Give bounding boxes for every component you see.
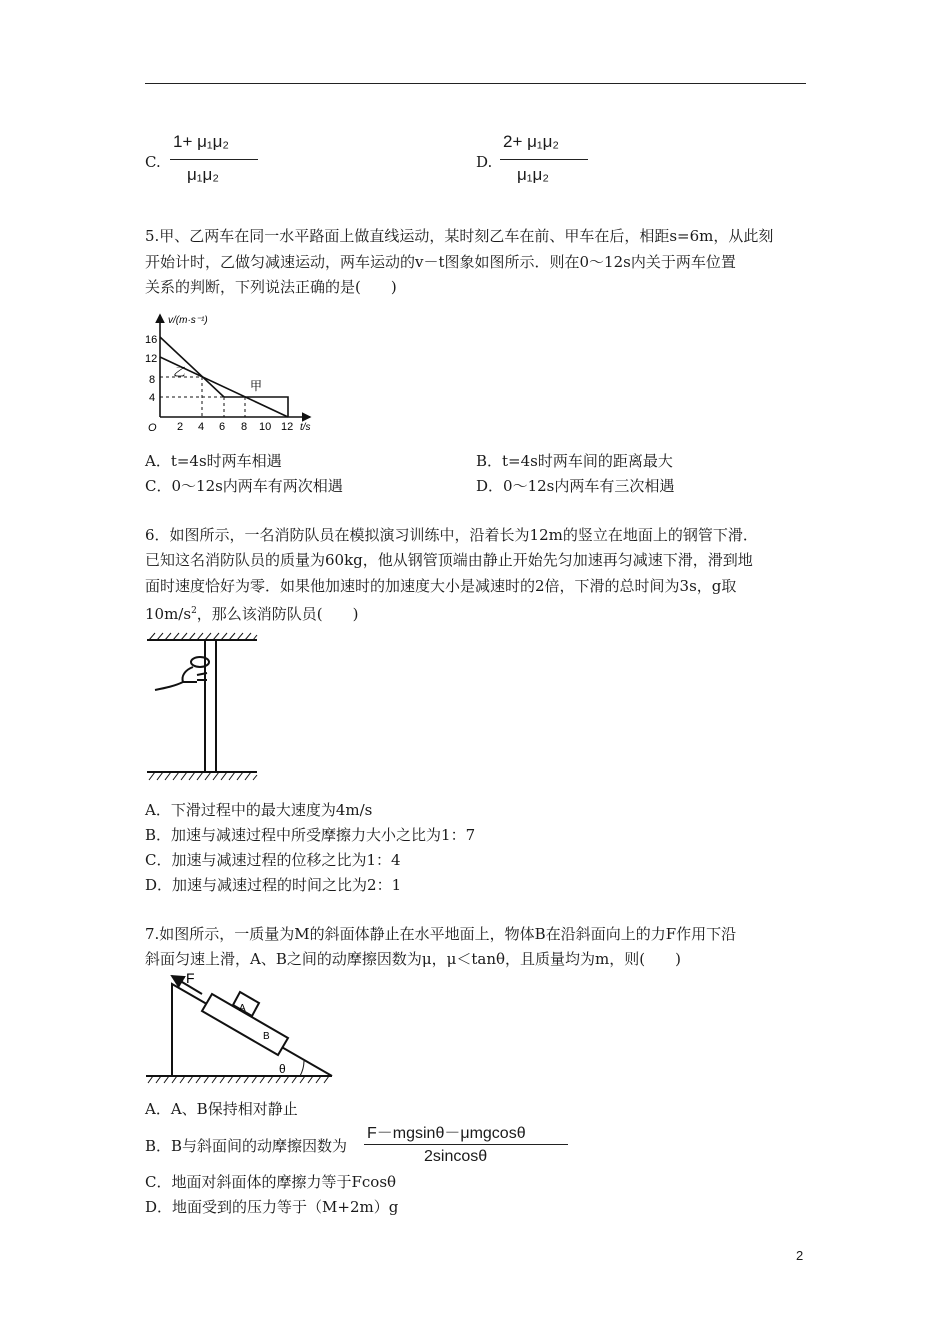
q6-line-4-superscript: 2: [191, 606, 197, 616]
q5-vt-graph: [140, 310, 330, 435]
q7-stem-line-1: 7.如图所示，一质量为M的斜面体静止在水平地面上，物体B在沿斜面向上的力F作用下沿: [145, 925, 737, 943]
q7-option-b-numerator: F－mgsinθ－μmgcosθ: [367, 1125, 526, 1142]
q4-option-c-denominator: μ₁μ₂: [187, 165, 219, 184]
q7-option-c: C．地面对斜面体的摩擦力等于Fcosθ: [145, 1173, 397, 1191]
firefighter-figure: [155, 657, 209, 690]
x-tick-12: 12: [281, 421, 294, 433]
q5-option-c: C．0～12s内两车有两次相遇: [145, 477, 343, 495]
block-a-label: A: [239, 1003, 246, 1014]
q6-option-b: B．加速与减速过程中所受摩擦力大小之比为1：7: [145, 826, 476, 844]
ceiling-hatching: [149, 633, 257, 640]
q7-option-a: A．A、B保持相对静止: [145, 1100, 298, 1118]
x-tick-10: 10: [259, 421, 272, 433]
jia-label: 甲: [250, 379, 263, 393]
q4-option-d-label: D.: [476, 153, 493, 171]
fraction-bar: [500, 159, 588, 160]
y-axis-label: v/(m·s⁻¹): [168, 315, 208, 326]
angle-label: θ: [279, 1062, 286, 1076]
q7-option-b-denominator: 2sincosθ: [424, 1148, 488, 1165]
q5-stem-line-2: 开始计时，乙做匀减速运动，两车运动的v－t图象如图所示．则在0～12s内关于两车位置: [145, 253, 736, 271]
fraction-bar: [170, 159, 258, 160]
jia-line-decel: [160, 337, 224, 397]
q7-stem-line-2: 斜面匀速上滑，A、B之间的动摩擦因数为μ，μ＜tanθ，且质量均为m，则( ): [145, 950, 681, 968]
y-tick-16: 16: [145, 334, 158, 346]
q6-stem-line-3: 面时速度恰好为零．如果他加速时的加速度大小是减速时的2倍，下滑的总时间为3s，g取: [145, 577, 737, 595]
q5-option-b: B．t=4s时两车间的距离最大: [476, 452, 673, 470]
fraction-bar: [364, 1144, 568, 1145]
q7-option-d: D．地面受到的压力等于（M+2m）g: [145, 1198, 399, 1216]
ground-hatching: [149, 772, 257, 780]
x-tick-4: 4: [198, 421, 205, 433]
q5-stem-line-3: 关系的判断，下列说法正确的是( ): [145, 278, 397, 296]
q4-option-d-denominator: μ₁μ₂: [517, 165, 549, 184]
force-label: F: [186, 972, 195, 986]
y-tick-4: 4: [149, 392, 156, 404]
q6-stem-line-4: [145, 599, 359, 627]
angle-arc: [300, 1061, 304, 1076]
x-tick-2: 2: [177, 421, 184, 433]
q7-incline-figure: [142, 972, 342, 1092]
q6-line-4-suffix: ，那么该消防队员( ): [196, 605, 359, 623]
block-b-label: B: [263, 1031, 270, 1042]
q6-option-d: D．加速与减速过程的时间之比为2：1: [145, 876, 402, 894]
q4-option-d-numerator: 2+ μ₁μ₂: [503, 132, 560, 151]
x-axis-label: t/s: [300, 422, 311, 433]
q6-line-4-prefix: 10m/s: [145, 605, 192, 623]
q7-option-b-prefix: B．B与斜面间的动摩擦因数为: [145, 1137, 348, 1155]
q5-option-a: A．t=4s时两车相遇: [145, 452, 282, 470]
ground-hatching: [148, 1076, 329, 1083]
x-tick-8: 8: [241, 421, 248, 433]
q6-option-c: C．加速与减速过程的位移之比为1：4: [145, 851, 401, 869]
q4-option-c-label: C.: [145, 153, 161, 171]
origin-label: O: [148, 422, 157, 434]
x-tick-6: 6: [219, 421, 226, 433]
header-rule: [145, 83, 806, 84]
page-number: 2: [796, 1248, 804, 1263]
y-tick-8: 8: [149, 374, 156, 386]
q4-option-c-numerator: 1+ μ₁μ₂: [173, 132, 230, 151]
jia-line-constant: [224, 397, 288, 417]
q5-stem-line-1: 5.甲、乙两车在同一水平路面上做直线运动，某时刻乙车在前、甲车在后，相距s=6m，从此刻: [145, 227, 774, 245]
q5-option-d: D．0～12s内两车有三次相遇: [476, 477, 675, 495]
q6-stem-line-2: 已知这名消防队员的质量为60kg，他从钢管顶端由静止开始先匀加速再匀减速下滑，滑到地: [145, 551, 753, 569]
q6-stem-line-1: 6．如图所示，一名消防队员在模拟演习训练中，沿着长为12m的竖立在地面上的钢管下滑．: [145, 526, 758, 544]
q6-firefighter-pole-figure: [145, 630, 265, 790]
q6-option-a: A．下滑过程中的最大速度为4m/s: [145, 801, 373, 819]
y-tick-12: 12: [145, 353, 158, 365]
yi-label: 乙: [173, 365, 186, 379]
